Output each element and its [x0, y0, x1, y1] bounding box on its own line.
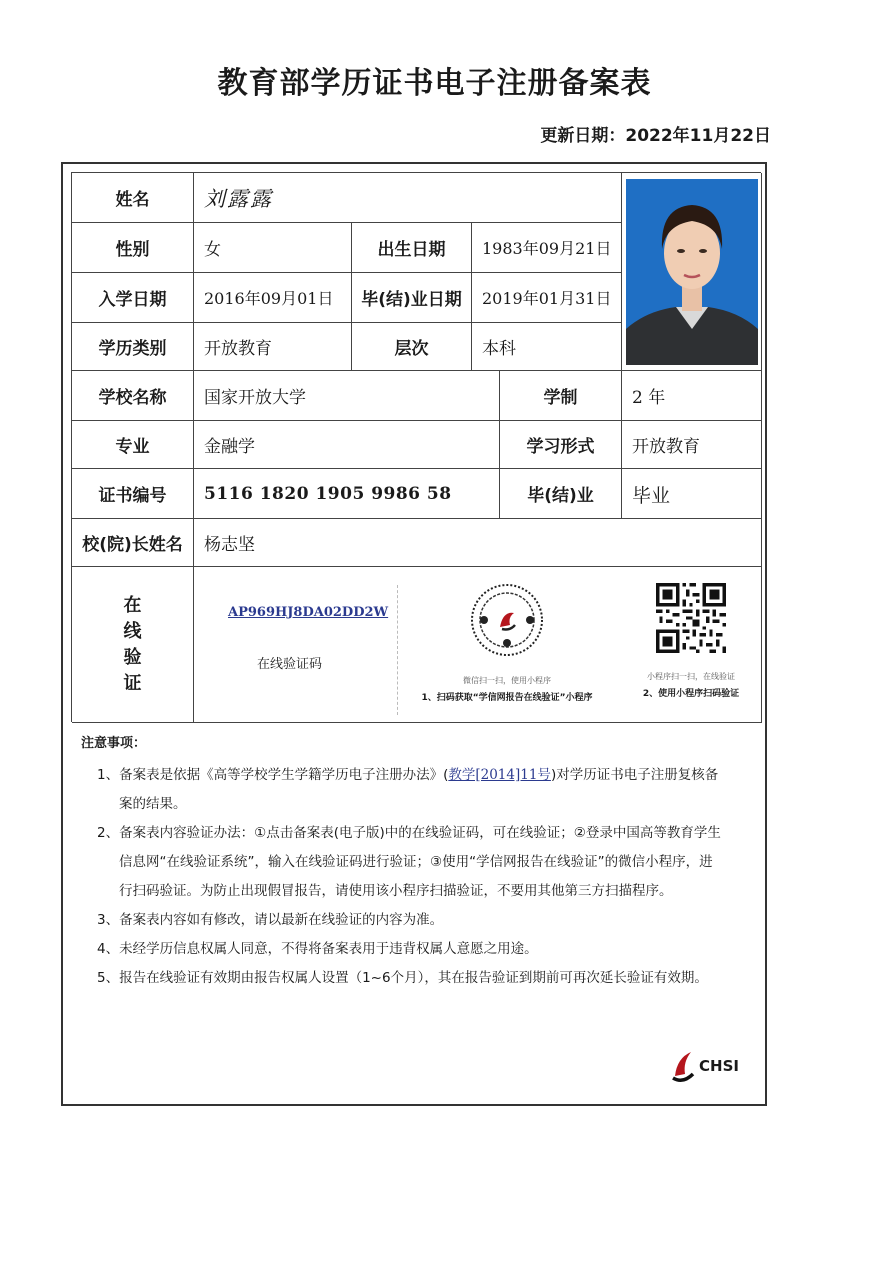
notice-item-1-text-end: )对学历证书电子注册复核备案的结果。 — [119, 767, 719, 812]
document-title: 教育部学历证书电子注册备案表 — [217, 66, 652, 101]
edu-type-label: 学历类别 — [72, 323, 194, 371]
chsi-logo-text: CHSI — [699, 1057, 739, 1075]
record-table — [71, 172, 761, 722]
study-form-value: 开放教育 — [622, 421, 762, 469]
birth-value: 1983年09月21日 — [472, 223, 622, 273]
president-value: 杨志坚 — [194, 519, 762, 567]
grad-date-value: 2019年01月31日 — [472, 273, 622, 323]
birth-label: 出生日期 — [352, 223, 472, 273]
notice-item-5: 5、报告在线验证有效期由报告权属人设置（1~6个月），其在报告验证到期前可再次延长验证有效期。 — [97, 970, 708, 986]
enroll-label: 入学日期 — [72, 273, 194, 323]
applicant-photo — [626, 179, 758, 365]
duration-value: 2 年 — [622, 371, 762, 421]
chsi-emblem-icon — [669, 1048, 697, 1084]
major-label: 专业 — [72, 421, 194, 469]
qr1-caption: 1、扫码获取“学信网报告在线验证”小程序 — [421, 693, 593, 703]
chsi-logo — [669, 1048, 739, 1084]
school-label: 学校名称 — [72, 371, 194, 421]
notice-title: 注意事项： — [81, 736, 147, 751]
duration-label: 学制 — [500, 371, 622, 421]
verify-label-char: 线 — [123, 621, 142, 642]
miniprogram-qr-icon — [470, 583, 544, 657]
notice-item-1 — [97, 761, 721, 819]
notice-section — [81, 732, 721, 993]
president-label: 校(院)长姓名 — [72, 519, 194, 567]
notice-item-3: 3、备案表内容如有修改，请以最新在线验证的内容为准。 — [97, 912, 444, 928]
cert-value: 5116 1820 1905 9986 58 — [194, 469, 500, 519]
qr2-caption: 2、使用小程序扫码验证 — [642, 689, 740, 699]
study-form-label: 学习形式 — [500, 421, 622, 469]
regulation-link[interactable]: 教学[2014]11号 — [448, 767, 551, 783]
level-label: 层次 — [352, 323, 472, 371]
verify-label — [72, 567, 194, 723]
name-label: 姓名 — [72, 173, 194, 223]
notice-item-2: 2、备案表内容验证办法：①点击备案表(电子版)中的在线验证码，可在线验证；②登录中国高等教育学生信息网“在线验证系统”，输入在线验证码进行验证；③使用“学信网报告在线验证”的微信小程序，进行扫码验证。为防止出现假冒报告，请使用该小程序扫描验证，不要用其他第三方扫描程序。 — [97, 825, 721, 899]
cert-label: 证书编号 — [72, 469, 194, 519]
verify-code-link[interactable]: AP969HJ8DA02DD2W — [228, 605, 389, 620]
grad-status-label: 毕(结)业 — [500, 469, 622, 519]
notice-item-4: 4、未经学历信息权属人同意，不得将备案表用于违背权属人意愿之用途。 — [97, 941, 538, 957]
photo-cell — [622, 173, 762, 371]
level-value: 本科 — [472, 323, 622, 371]
verify-label-char: 验 — [123, 647, 142, 668]
qr1-hint: 微信扫一扫，使用小程序 — [463, 676, 551, 685]
major-value: 金融学 — [194, 421, 500, 469]
name-value: 刘露露 — [194, 173, 622, 223]
verify-code-caption: 在线验证码 — [257, 657, 323, 672]
edu-type-value: 开放教育 — [194, 323, 352, 371]
grad-status-value: 毕业 — [622, 469, 762, 519]
record-form — [61, 162, 767, 1106]
notice-item-1-text: 1、备案表是依据《高等学校学生学籍学历电子注册办法》( — [97, 767, 449, 783]
verify-qr-code-icon — [656, 583, 726, 653]
grad-date-label: 毕(结)业日期 — [352, 273, 472, 323]
gender-value: 女 — [194, 223, 352, 273]
gender-label: 性别 — [72, 223, 194, 273]
qr-verify-block — [620, 583, 762, 699]
qr2-hint: 小程序扫一扫，在线验证 — [647, 672, 735, 681]
school-value: 国家开放大学 — [194, 371, 500, 421]
update-date: 更新日期：2022年11月22日 — [540, 126, 771, 146]
enroll-value: 2016年09月01日 — [194, 273, 352, 323]
qr-miniprogram-block — [402, 583, 612, 703]
divider — [397, 585, 399, 715]
verify-label-char: 证 — [123, 673, 142, 694]
verify-label-char: 在 — [123, 595, 142, 616]
